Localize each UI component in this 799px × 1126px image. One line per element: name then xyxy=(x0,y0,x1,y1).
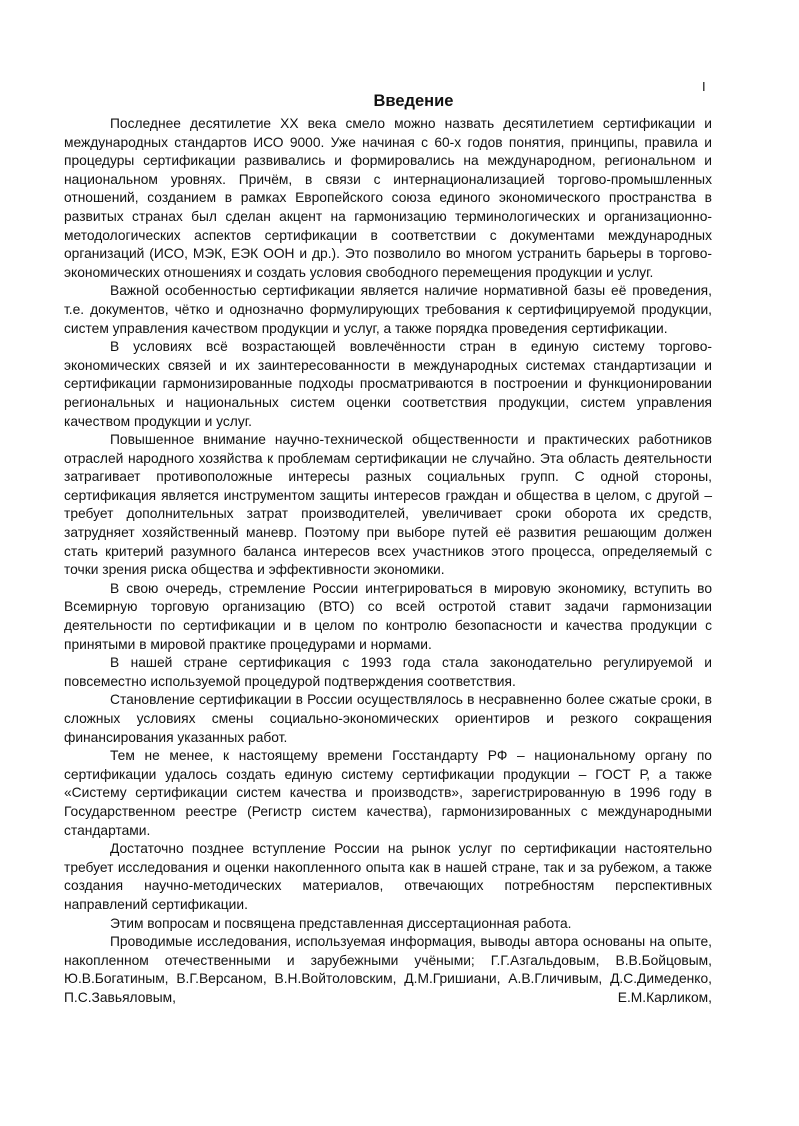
paragraph: Важной особенностью сертификации является наличие нормативной базы её проведения, т.е. документов, чётко и однозначно формулирующих требования к сертифицируемой продукции, систем управления качеством продукции и услуг, а также порядка проведения сертификации. xyxy=(64,283,712,336)
paragraph: Становление сертификации в России осуществлялось в несравненно более сжатые сроки, в сложных условиях смены социально-экономических ориентиров и резкого сокращения финансирования указанных работ. xyxy=(64,692,712,745)
page-number: I xyxy=(702,79,706,94)
body-text xyxy=(64,115,712,1008)
paragraph: Проводимые исследования, используемая информация, выводы автора основаны на опыте, накопленном отечественными и зарубежными учёными; Г.Г.Азгальдовым, В.В.Бойцовым, Ю.В.Богатиным, В.Г.Версаном, В.Н.Войтоловским, Д.М.Гришиани, А.В.Гличивым, Д.С.Димеденко, П.С.Завьяловым, Е.М.Карликом, xyxy=(64,934,712,1005)
paragraph: Этим вопросам и посвящена представленная диссертационная работа. xyxy=(110,915,572,931)
paragraph: Тем не менее, к настоящему времени Госстандарту РФ – национальному органу по сертификации удалось создать единую систему сертификации продукции – ГОСТ Р, а также «Систему сертификации систем качества и производств», зарегистрированную в 1996 году в Государственном реестре (Регистр систем качества), гармонизированных с международными стандартами. xyxy=(64,748,712,838)
paragraph: В нашей стране сертификация с 1993 года стала законодательно регулируемой и повсеместно используемой процедурой подтверждения соответствия. xyxy=(64,655,712,689)
paragraph: Достаточно позднее вступление России на рынок услуг по сертификации настоятельно требует исследования и оценки накопленного опыта как в нашей стране, так и за рубежом, а также создания научно-методических материалов, отвечающих потребностям перспективных направлений сертификации. xyxy=(64,841,712,912)
section-title: Введение xyxy=(373,92,454,110)
paragraph: В свою очередь, стремление России интегрироваться в мировую экономику, вступить во Всемирную торговую организацию (ВТО) со всей остротой ставит задачи гармонизации деятельности по сертификации и в целом по контролю безопасности и качества продукции с принятыми в мировой практике процедурами и нормами. xyxy=(64,580,712,652)
paragraph: В условиях всё возрастающей вовлечённости стран в единую систему торгово-экономических связей и их заинтересованности в международных системах стандартизации и сертификации гармонизированные подходы просматриваются в построении и функционировании региональных и национальных систем оценки соответствия продукции, систем управления качеством продукции и услуг. xyxy=(64,339,712,429)
paragraph: Последнее десятилетие XX века смело можно назвать десятилетием сертификации и международных стандартов ИСО 9000. Уже начиная с 60-х годов понятия, принципы, правила и процедуры сертификации развивались и формировались на международном, региональном и национальном уровнях. Причём, в связи с интернационализацией торгово-промышленных отношений, созданием в рамках Европейского союза единого экономического пространства в развитых странах был сделан акцент на гармонизацию терминологических и организационно-методологических аспектов сертификации в соответствии с документами международных организаций (ИСО, МЭК, ЕЭК ООН и др.). Это позволило во многом устранить барьеры в торгово-экономических отношениях и создать условия свободного перемещения продукции и услуг. xyxy=(64,116,712,280)
paragraph: Повышенное внимание научно-технической общественности и практических работников отраслей народного хозяйства к проблемам сертификации не случайно. Эта область деятельности затрагивает противоположные интересы разных социальных групп. С одной стороны, сертификация является инструментом защиты интересов граждан и общества в целом, с другой – требует дополнительных затрат производителей, увеличивает сроки оборота их средств, затрудняет хозяйственный маневр. Поэтому при выборе путей её развития решающим должен стать критерий разумного баланса интересов всех участников этого процесса, определяемый с точки зрения риска общества и эффективности экономики. xyxy=(64,432,712,578)
